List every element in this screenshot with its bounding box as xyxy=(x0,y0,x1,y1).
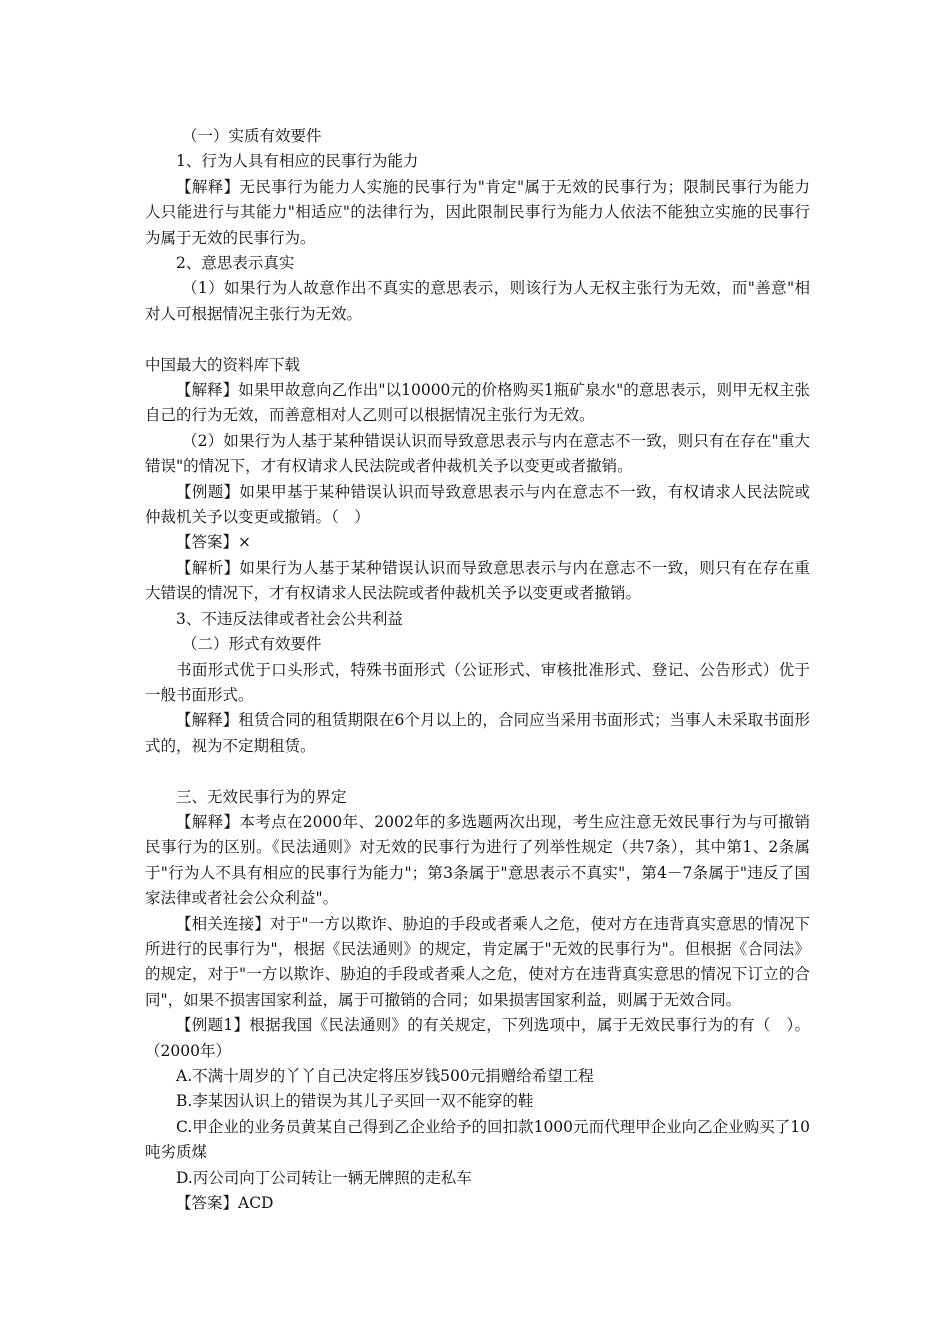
sub-item-mistake: （2）如果行为人基于某种错误认识而导致意思表示与内在意志不一致，则只有在存在"重大错误"的情况下，才有权请求人民法院或者仲裁机关予以变更或者撤销。 xyxy=(145,431,810,476)
item-no-violation: 3、不违反法律或者社会公共利益 xyxy=(176,609,403,628)
analysis-mistake: 【解析】如果行为人基于某种错误认识而导致意思表示与内在意志不一致，则只有在存在重大错误的情况下，才有权请求人民法院或者仲裁机关予以变更或者撤销。 xyxy=(145,558,810,603)
option-b: B.李某因认识上的错误为其儿子买回一双不能穿的鞋 xyxy=(176,1092,534,1111)
blank-line xyxy=(145,759,810,784)
item-capacity: 1、行为人具有相应的民事行为能力 xyxy=(176,152,419,171)
example-question: 【例题】如果甲基于某种错误认识而导致意思表示与内在意志不一致，有权请求人民法院或仲裁机关予以变更或撤销。（ ） xyxy=(145,482,810,527)
example-1-question: 【例题1】根据我国《民法通则》的有关规定，下列选项中，属于无效民事行为的有（ ）。（2000年） xyxy=(145,1016,810,1060)
document-body xyxy=(145,124,810,1216)
sub-item-intentional-false: （1）如果行为人故意作出不真实的意思表示，则该行为人无权主张行为无效，而"善意"相对人可根据情况主张行为无效。 xyxy=(145,279,810,323)
explanation-invalid-acts: 【解释】本考点在2000年、2002年的多选题两次出现，考生应注意无效民事行为与可撤销民事行为的区别。《民法通则》对无效的民事行为进行了列举性规定（共7条），其中第1、2条属于"行为人不具有相应的民事行为能力"；第3条属于"意思表示不真实"，第4－7条属于"违反了国家法律或者社会公众利益"。 xyxy=(145,812,810,908)
heading-formal-requirements: （二）形式有效要件 xyxy=(182,635,322,654)
related-link: 【相关连接】对于"一方以欺诈、胁迫的手段或者乘人之危，使对方在违背真实意思的情况下所进行的民事行为"，根据《民法通则》的规定，肯定属于"无效的民事行为"。但根据《合同法》的规定，对于"一方以欺诈、胁迫的手段或者乘人之危，使对方在违背真实意思的情况下订立的合同"，如果不损害国家利益，属于可撤销的合同；如果损害国家利益，则属于无效合同。 xyxy=(145,914,810,1009)
answer-acd: 【答案】ACD xyxy=(176,1194,274,1213)
blank-line xyxy=(145,327,810,352)
written-form-priority: 书面形式优于口头形式，特殊书面形式（公证形式、审核批准形式、登记、公告形式）优于一般书面形式。 xyxy=(145,660,810,704)
heading-invalid-acts: 三、无效民事行为的界定 xyxy=(176,787,347,806)
answer-cross: 【答案】× xyxy=(176,533,251,552)
option-a: A.不满十周岁的丫丫自己决定将压岁钱500元捐赠给希望工程 xyxy=(176,1067,594,1085)
heading-substantive-requirements: （一）实质有效要件 xyxy=(182,127,322,145)
explanation-lease: 【解释】租赁合同的租赁期限在6个月以上的，合同应当采用书面形式；当事人未采取书面形式的，视为不定期租赁。 xyxy=(145,711,810,755)
watermark-line: 中国最大的资料库下载 xyxy=(145,355,301,374)
option-c: C.甲企业的业务员黄某自己得到乙企业给予的回扣款1000元而代理甲企业向乙企业购买了10吨劣质煤 xyxy=(145,1117,810,1162)
explanation-mineral-water: 【解释】如果甲故意向乙作出"以10000元的价格购买1瓶矿泉水"的意思表示，则甲无权主张自己的行为无效，而善意相对人乙则可以根据情况主张行为无效。 xyxy=(145,381,810,425)
explanation-capacity: 【解释】无民事行为能力人实施的民事行为"肯定"属于无效的民事行为；限制民事行为能力人只能进行与其能力"相适应"的法律行为，因此限制民事行为能力人依法不能独立实施的民事行为属于无效的民事行为。 xyxy=(145,177,810,247)
option-d: D.丙公司向丁公司转让一辆无牌照的走私车 xyxy=(176,1168,472,1187)
item-true-intent: 2、意思表示真实 xyxy=(176,254,295,273)
